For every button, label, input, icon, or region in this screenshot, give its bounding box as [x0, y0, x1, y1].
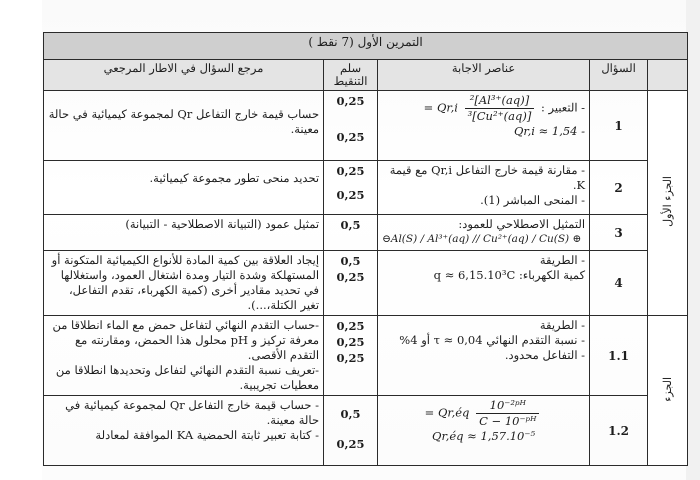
reference-cell: -حساب التقدم النهائي لتفاعل حمض مع الماء انطلاقا من معرفة تركيز و pH محلول هذا الحمض، ومقارنته مع التقدم الأقصى. -تعريف نسبة التقدم النهائي لتفاعل وتحديدها انطلاقا من معطيات تجريبية.: [44, 316, 324, 396]
reference-cell: تمثيل عمود (التبيانة الاصطلاحية - التبيانة): [44, 215, 324, 251]
expression-lhs: Qr,i =: [423, 100, 458, 115]
answer-table: [43, 32, 688, 466]
part-two-cell: [648, 316, 688, 466]
question-number: 4: [590, 251, 648, 316]
answer-elements: - الطريقة كمية الكهرباء: q ≈ 6,15.10³C: [378, 251, 590, 316]
equilibrium-fraction: $\frac{\text{10⁻²ᵖᴴ}}{\text{C − 10⁻ᵖᴴ}}$: [476, 398, 539, 429]
answer-elements: [378, 91, 590, 161]
part-two-label: الجزء: [661, 376, 675, 402]
computed-value: - Qr,i ≈ 1,54: [513, 124, 586, 138]
reference-cell: تحديد منحى تطور مجموعة كيميائية.: [44, 161, 324, 215]
exercise-title: التمرين الأول (7 نقط ): [44, 33, 688, 60]
score-cell: 0,25 0,25: [324, 161, 378, 215]
table-row: [44, 396, 688, 466]
part-one-label: الجزء الأول: [661, 176, 675, 227]
score-cell: 0,25 0,25: [324, 91, 378, 161]
question-number: 1: [590, 91, 648, 161]
question-number: 3: [590, 215, 648, 251]
question-number: 2: [590, 161, 648, 215]
answer-elements: - الطريقة - نسبة التقدم النهائي 0,04 ≈ τ أو 4% - التفاعل محدود.: [378, 316, 590, 396]
table-row: [44, 215, 688, 251]
score-cell: 0,5: [324, 215, 378, 251]
reference-cell: إيجاد العلاقة بين كمية المادة للأنواع الكيميائية المتكونة أو المستهلكة وشدة التيار ومدة اشتغال العمود، واستغلالها في تحديد مقادير أخرى (كمية الكهرباء، تقدم التفاعل، تغير الكتلة،...).: [44, 251, 324, 316]
answer-elements: - مقارنة قيمة خارج التفاعل Qr,i مع قيمة K. - المنحى المباشر (1).: [378, 161, 590, 215]
table-row: [44, 161, 688, 215]
answer-elements: التمثيل الاصطلاحي للعمود: ⊖Al(S) / Al³⁺(aq) // Cu²⁺(aq) / Cu(S) ⊕: [378, 215, 590, 251]
answer-elements: $\frac{\text{10⁻²ᵖᴴ}}{\text{C − 10⁻ᵖᴴ}}$ Qr,éq = Qr,éq ≈ 1,57.10⁻⁵: [378, 396, 590, 466]
header-part: [648, 60, 688, 91]
header-elements: عناصر الاجابة: [378, 60, 590, 91]
question-number: 1.1: [590, 316, 648, 396]
header-row: [44, 60, 688, 91]
score-cell: 0,5 0,25: [324, 396, 378, 466]
left-margin: [0, 0, 42, 480]
header-question: السؤال: [590, 60, 648, 91]
header-scale: سلم التنقيط: [324, 60, 378, 91]
expression-fraction: $\frac{\text{[Al³⁺(aq)]²}}{\text{[Cu²⁺(aq)]³}}$: [465, 93, 535, 124]
part-one-cell: [648, 91, 688, 316]
title-row: [44, 33, 688, 60]
expression-label: - التعبير :: [540, 100, 586, 115]
table-row: [44, 251, 688, 316]
header-reference: مرجع السؤال في الاطار المرجعي: [44, 60, 324, 91]
score-cell: 0,5 0,25: [324, 251, 378, 316]
score-cell: 0,25 0,25 0,25: [324, 316, 378, 396]
table-row: [44, 91, 688, 161]
reference-cell: - حساب قيمة خارج التفاعل Qr لمجموعة كيميائية في حالة معينة. - كتابة تعبير ثابتة الحمضية KA الموافقة لمعادلة: [44, 396, 324, 466]
computed-value: Qr,éq ≈ 1,57.10⁻⁵: [432, 429, 536, 443]
question-number: 1.2: [590, 396, 648, 466]
reference-cell: حساب قيمة خارج التفاعل Qr لمجموعة كيميائية في حالة معينة.: [44, 91, 324, 161]
table-row: [44, 316, 688, 396]
right-margin: [686, 0, 700, 480]
cell-notation: ⊖Al(S) / Al³⁺(aq) // Cu²⁺(aq) / Cu(S) ⊕: [382, 233, 582, 245]
